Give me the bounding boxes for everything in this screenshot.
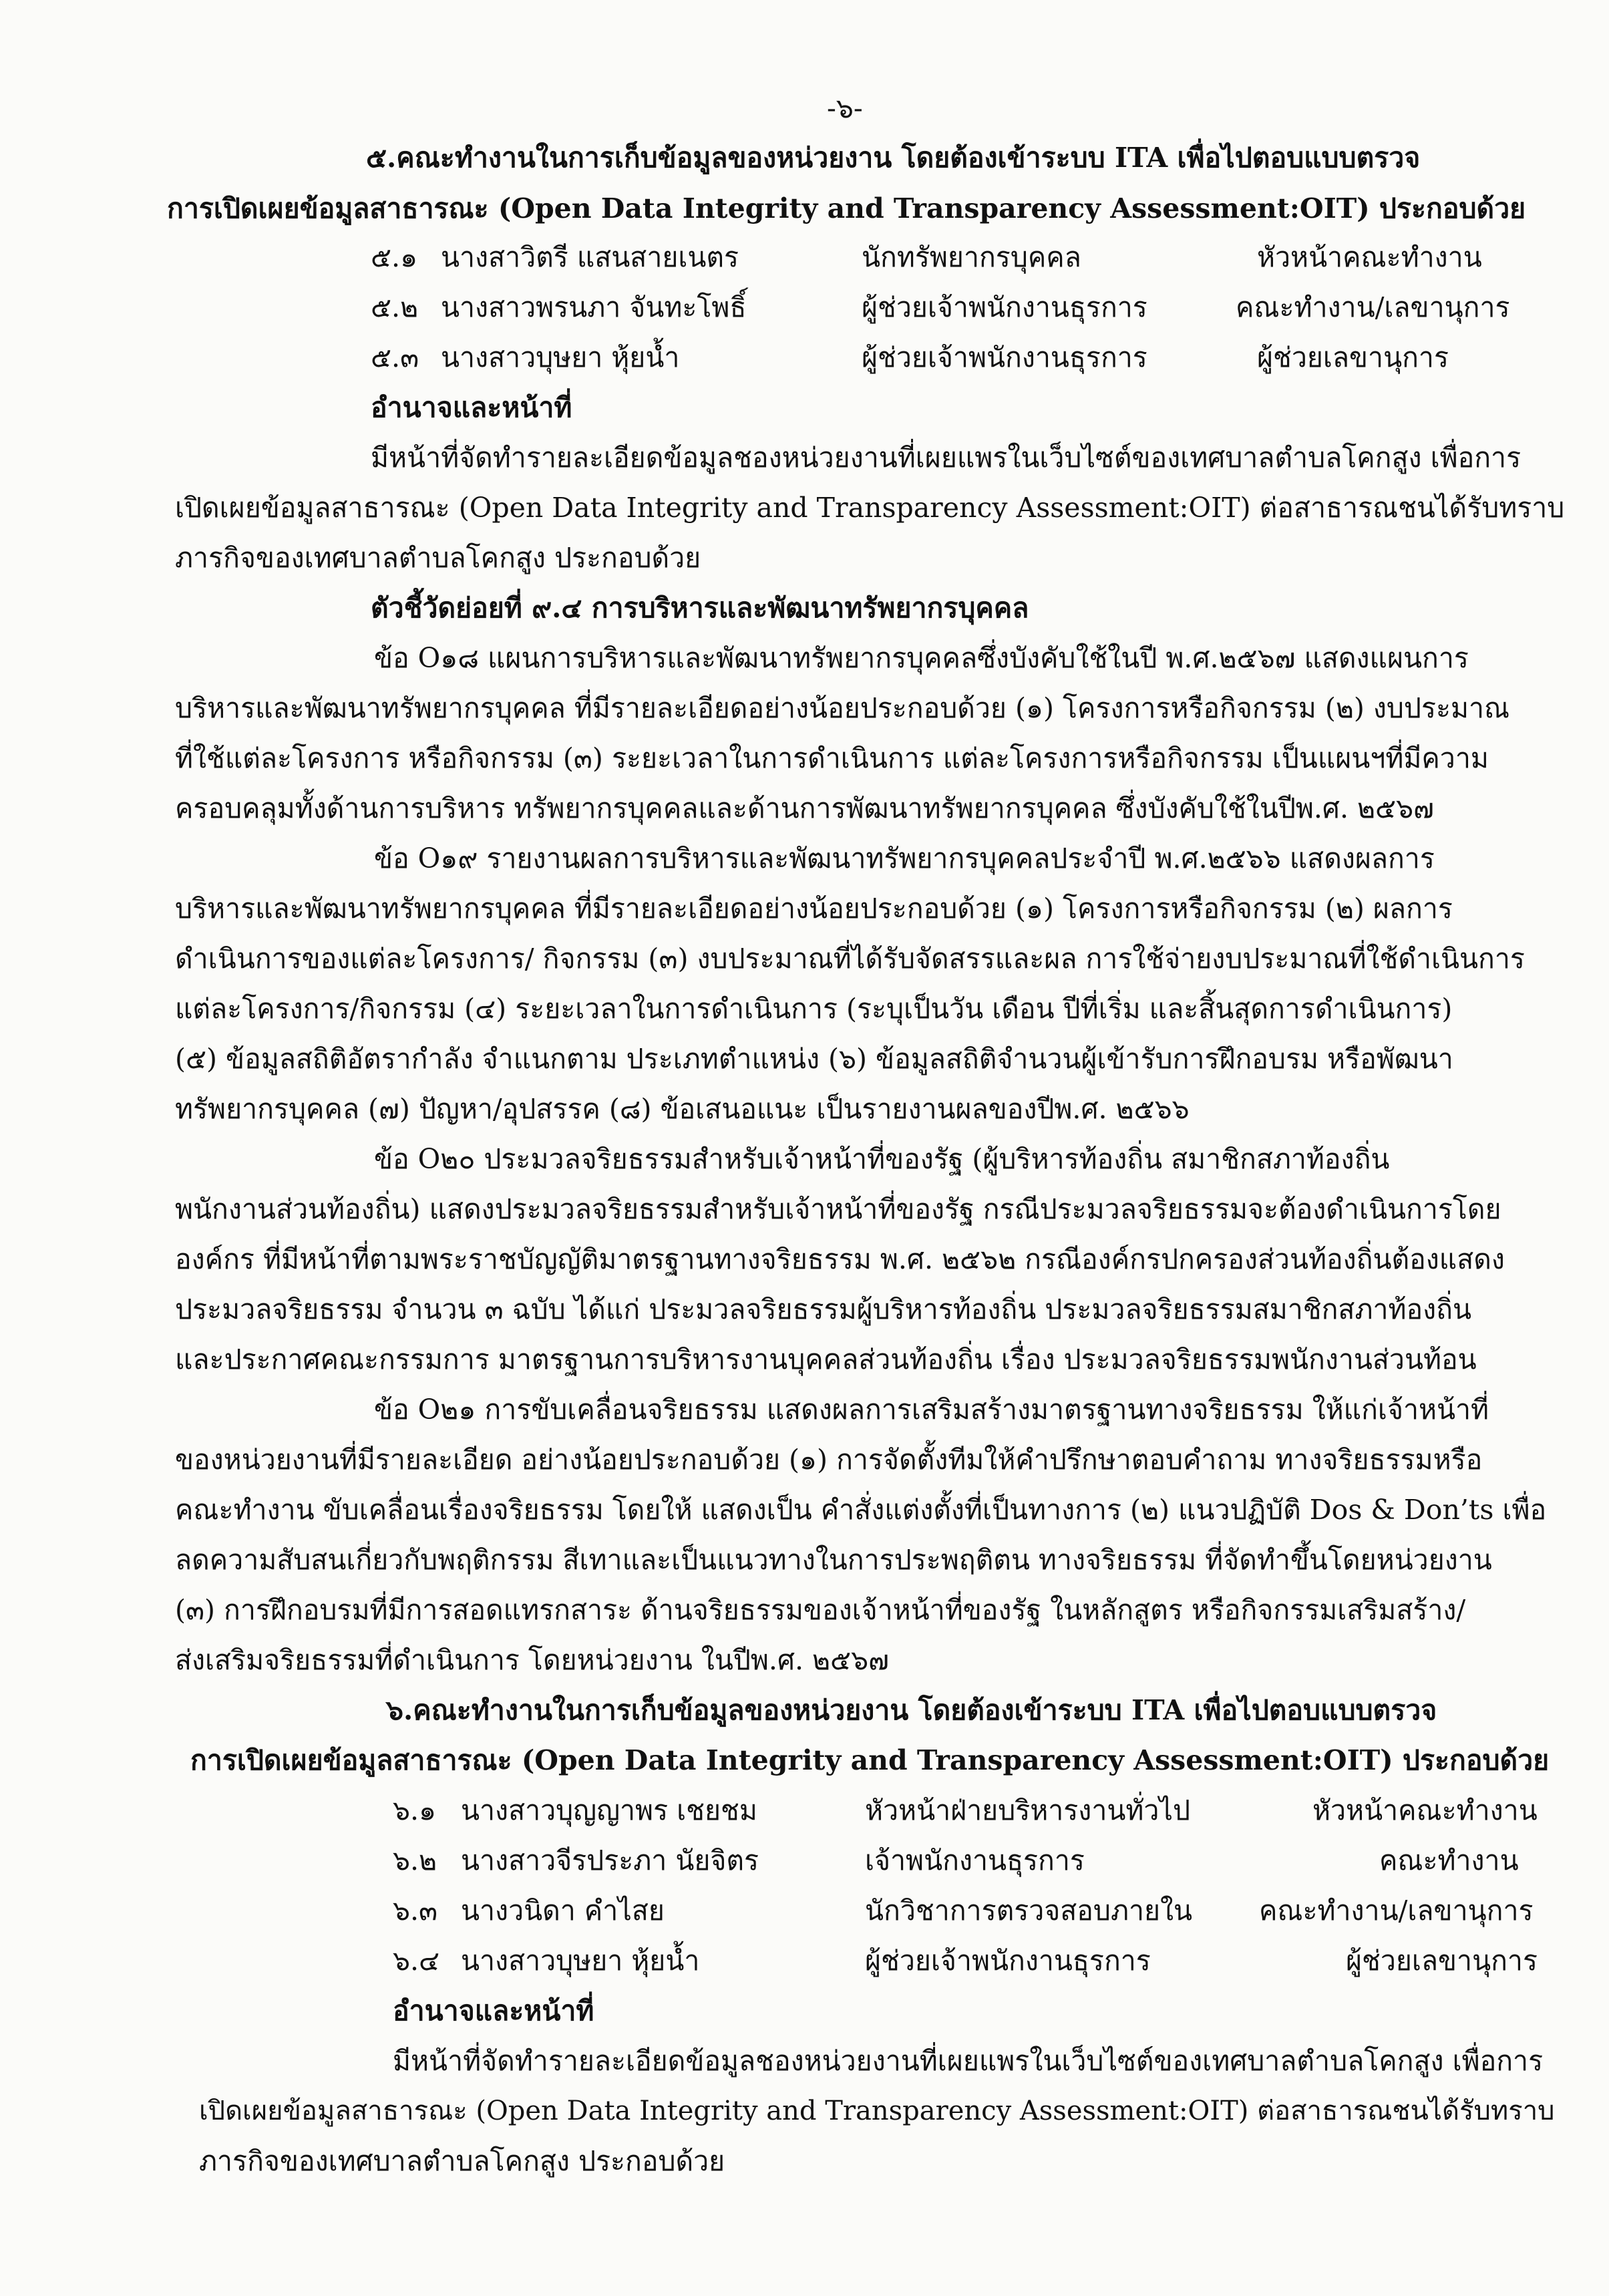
member-position: เจ้าพนักงานธุรการ — [865, 1844, 1085, 1876]
duty-line: มีหน้าที่จัดทำรายละเอียดข้อมูลชองหน่วยงานที่เผยแพรในเว็บไซต์ของเทศบาลตำบลโคกสูง เพื่อการ — [371, 442, 1522, 474]
item-19-line: ดำเนินการของแต่ละโครงการ/ กิจกรรม (๓) งบประมาณที่ได้รับจัดสรรและผล การใช้จ่ายงบประมาณที่ใช้ดำเนินการ — [175, 943, 1525, 975]
item-18-line: ที่ใช้แต่ละโครงการ หรือกิจกรรม (๓) ระยะเวลาในการดำเนินการ แต่ละโครงการหรือกิจกรรม เป็นแผนฯที่มีความ — [175, 742, 1489, 774]
duty-line: เปิดเผยข้อมูลสาธารณะ (Open Data Integrity and Transparency Assessment:OIT) ต่อสาธารณชนได้รับทราบ — [175, 492, 1565, 524]
member-role: คณะทำงาน/เลขานุการ — [1236, 291, 1510, 323]
member-position: หัวหน้าฝ่ายบริหารงานทั่วไป — [865, 1794, 1191, 1826]
member-number: ๖.๑ — [393, 1794, 437, 1826]
item-20-line: พนักงานส่วนท้องถิ่น) แสดงประมวลจริยธรรมสำหรับเจ้าหน้าที่ของรัฐ กรณีประมวลจริยธรรมจะต้องดำเนินการโดย — [175, 1193, 1501, 1225]
member-role: คณะทำงาน — [1379, 1844, 1519, 1876]
member-role: ผู้ช่วยเลขานุการ — [1346, 1945, 1538, 1977]
item-20-line: ประมวลจริยธรรม จำนวน ๓ ฉบับ ได้แก่ ประมวลจริยธรรมผู้บริหารท้องถิ่น ประมวลจริยธรรมสมาชิกสภาท้องถิ่น — [175, 1293, 1472, 1325]
item-19-line: บริหารและพัฒนาทรัพยากรบุคคล ที่มีรายละเอียดอย่างน้อยประกอบด้วย (๑) โครงการหรือกิจกรรม (๒) ผลการ — [175, 892, 1453, 925]
member-number: ๕.๑ — [371, 241, 418, 273]
item-21-line: (๓) การฝึกอบรมที่มีการสอดแทรกสาระ ด้านจริยธรรมของเจ้าหน้าที่ของรัฐ ในหลักสูตร หรือกิจกรรมเสริมสร้าง/ — [175, 1594, 1466, 1626]
member-name: นางสาวพรนภา จันทะโพธิ์ — [441, 291, 747, 323]
item-19-line: (๕) ข้อมูลสถิติอัตรากำลัง จำแนกตาม ประเภทตำแหน่ง (๖) ข้อมูลสถิติจำนวนผู้เข้ารับการฝึกอบรม หรือพัฒนา — [175, 1043, 1453, 1075]
member-role: หัวหน้าคณะทำงาน — [1312, 1794, 1538, 1826]
member-role: ผู้ช่วยเลขานุการ — [1257, 341, 1449, 373]
section-6-duty-title: อำนาจและหน้าที่ — [393, 1995, 594, 2027]
section-5-duty-title: อำนาจและหน้าที่ — [371, 391, 572, 424]
member-role: หัวหน้าคณะทำงาน — [1257, 241, 1482, 273]
section-6-heading-cont: การเปิดเผยข้อมูลสาธารณะ (Open Data Integrity and Transparency Assessment:OIT) ประกอบด้วย — [190, 1744, 1550, 1776]
item-21-line: ลดความสับสนเกี่ยวกับพฤติกรรม สีเทาและเป็นแนวทางในการประพฤติตน ทางจริยธรรม ที่จัดทำขึ้นโดยหน่วยงาน — [175, 1544, 1492, 1576]
member-position: ผู้ช่วยเจ้าพนักงานธุรการ — [862, 291, 1147, 323]
duty-line: มีหน้าที่จัดทำรายละเอียดข้อมูลชองหน่วยงานที่เผยแพรในเว็บไซต์ของเทศบาลตำบลโคกสูง เพื่อการ — [393, 2045, 1544, 2077]
member-number: ๕.๒ — [371, 291, 419, 323]
item-21-line: ข้อ O๒๑ การขับเคลื่อนจริยธรรม แสดงผลการเสริมสร้างมาตรฐานทางจริยธรรม ให้แก่เจ้าหน้าที่ — [374, 1393, 1489, 1426]
section-5-heading-cont: การเปิดเผยข้อมูลสาธารณะ (Open Data Integrity and Transparency Assessment:OIT) ประกอบด้วย — [167, 192, 1526, 224]
item-18-line: ข้อ O๑๘ แผนการบริหารและพัฒนาทรัพยากรบุคคลซึ่งบังคับใช้ในปี พ.ศ.๒๕๖๗ แสดงแผนการ — [374, 642, 1469, 674]
member-name: นางสาวบุญญาพร เชยชม — [461, 1794, 757, 1826]
item-21-line: ส่งเสริมจริยธรรมที่ดำเนินการ โดยหน่วยงาน ในปีพ.ศ. ๒๕๖๗ — [175, 1644, 889, 1676]
member-name: นางวนิดา คำไสย — [461, 1895, 665, 1927]
duty-line: ภารกิจของเทศบาลตำบลโคกสูง ประกอบด้วย — [199, 2145, 725, 2177]
member-number: ๖.๓ — [393, 1895, 438, 1927]
member-position: นักวิชาการตรวจสอบภายใน — [865, 1895, 1193, 1927]
member-name: นางสาวบุษยา หุ้ยน้ำ — [441, 341, 680, 373]
member-position: ผู้ช่วยเจ้าพนักงานธุรการ — [865, 1945, 1151, 1977]
item-20-line: องค์กร ที่มีหน้าที่ตามพระราชบัญญัติมาตรฐานทางจริยธรรม พ.ศ. ๒๕๖๒ กรณีองค์กรปกครองส่วนท้องถิ่นต้องแสดง — [175, 1243, 1505, 1275]
section-5-heading: ๕.คณะทำงานในการเก็บข้อมูลของหน่วยงาน โดยต้องเข้าระบบ ITA เพื่อไปตอบแบบตรวจ — [366, 142, 1421, 174]
page-number: -๖- — [827, 92, 863, 124]
member-number: ๕.๓ — [371, 341, 419, 373]
item-20-line: และประกาศคณะกรรมการ มาตรฐานการบริหารงานบุคคลส่วนท้องถิ่น เรื่อง ประมวลจริยธรรมพนักงานส่วนท้อน — [175, 1343, 1477, 1375]
member-role: คณะทำงาน/เลขานุการ — [1259, 1895, 1534, 1927]
item-18-line: ครอบคลุมทั้งด้านการบริหาร ทรัพยากรบุคคลและด้านการพัฒนาทรัพยากรบุคคล ซึ่งบังคับใช้ในปีพ.ศ. ๒๕๖๗ — [175, 792, 1434, 824]
member-name: นางสาวิตรี แสนสายเนตร — [441, 241, 739, 273]
member-name: นางสาวจีรประภา นัยจิตร — [461, 1844, 759, 1876]
member-number: ๖.๒ — [393, 1844, 437, 1876]
item-21-line: ของหน่วยงานที่มีรายละเอียด อย่างน้อยประกอบด้วย (๑) การจัดตั้งทีมให้คำปรึกษาตอบคำถาม ทางจริยธรรมหรือ — [175, 1444, 1483, 1476]
item-21-line: คณะทำงาน ขับเคลื่อนเรื่องจริยธรรม โดยให้ แสดงเป็น คำสั่งแต่งตั้งที่เป็นทางการ (๒) แนวปฏิบัติ Dos & Don’ts เพื่อ — [175, 1494, 1547, 1526]
member-name: นางสาวบุษยา หุ้ยน้ำ — [461, 1945, 700, 1977]
member-number: ๖.๔ — [393, 1945, 440, 1977]
duty-line: เปิดเผยข้อมูลสาธารณะ (Open Data Integrity and Transparency Assessment:OIT) ต่อสาธารณชนได้รับทราบ — [199, 2096, 1555, 2126]
item-19-line: ข้อ O๑๙ รายงานผลการบริหารและพัฒนาทรัพยากรบุคคลประจำปี พ.ศ.๒๕๖๖ แสดงผลการ — [374, 842, 1435, 874]
section-6-heading: ๖.คณะทำงานในการเก็บข้อมูลของหน่วยงาน โดยต้องเข้าระบบ ITA เพื่อไปตอบแบบตรวจ — [386, 1694, 1437, 1726]
member-position: ผู้ช่วยเจ้าพนักงานธุรการ — [862, 341, 1147, 373]
item-20-line: ข้อ O๒๐ ประมวลจริยธรรมสำหรับเจ้าหน้าที่ของรัฐ (ผู้บริหารท้องถิ่น สมาชิกสภาท้องถิ่น — [374, 1143, 1390, 1175]
item-18-line: บริหารและพัฒนาทรัพยากรบุคคล ที่มีรายละเอียดอย่างน้อยประกอบด้วย (๑) โครงการหรือกิจกรรม (๒) งบประมาณ — [175, 692, 1510, 724]
item-19-line: แต่ละโครงการ/กิจกรรม (๔) ระยะเวลาในการดำเนินการ (ระบุเป็นวัน เดือน ปีที่เริ่ม และสิ้นสุดการดำเนินการ) — [175, 993, 1453, 1025]
item-19-line: ทรัพยากรบุคคล (๗) ปัญหา/อุปสรรค (๘) ข้อเสนอแนะ เป็นรายงานผลของปีพ.ศ. ๒๕๖๖ — [175, 1093, 1190, 1125]
member-position: นักทรัพยากรบุคคล — [862, 241, 1081, 273]
indicator-heading: ตัวชี้วัดย่อยที่ ๙.๔ การบริหารและพัฒนาทรัพยากรบุคคล — [371, 592, 1029, 624]
duty-line: ภารกิจของเทศบาลตำบลโคกสูง ประกอบด้วย — [175, 542, 701, 574]
